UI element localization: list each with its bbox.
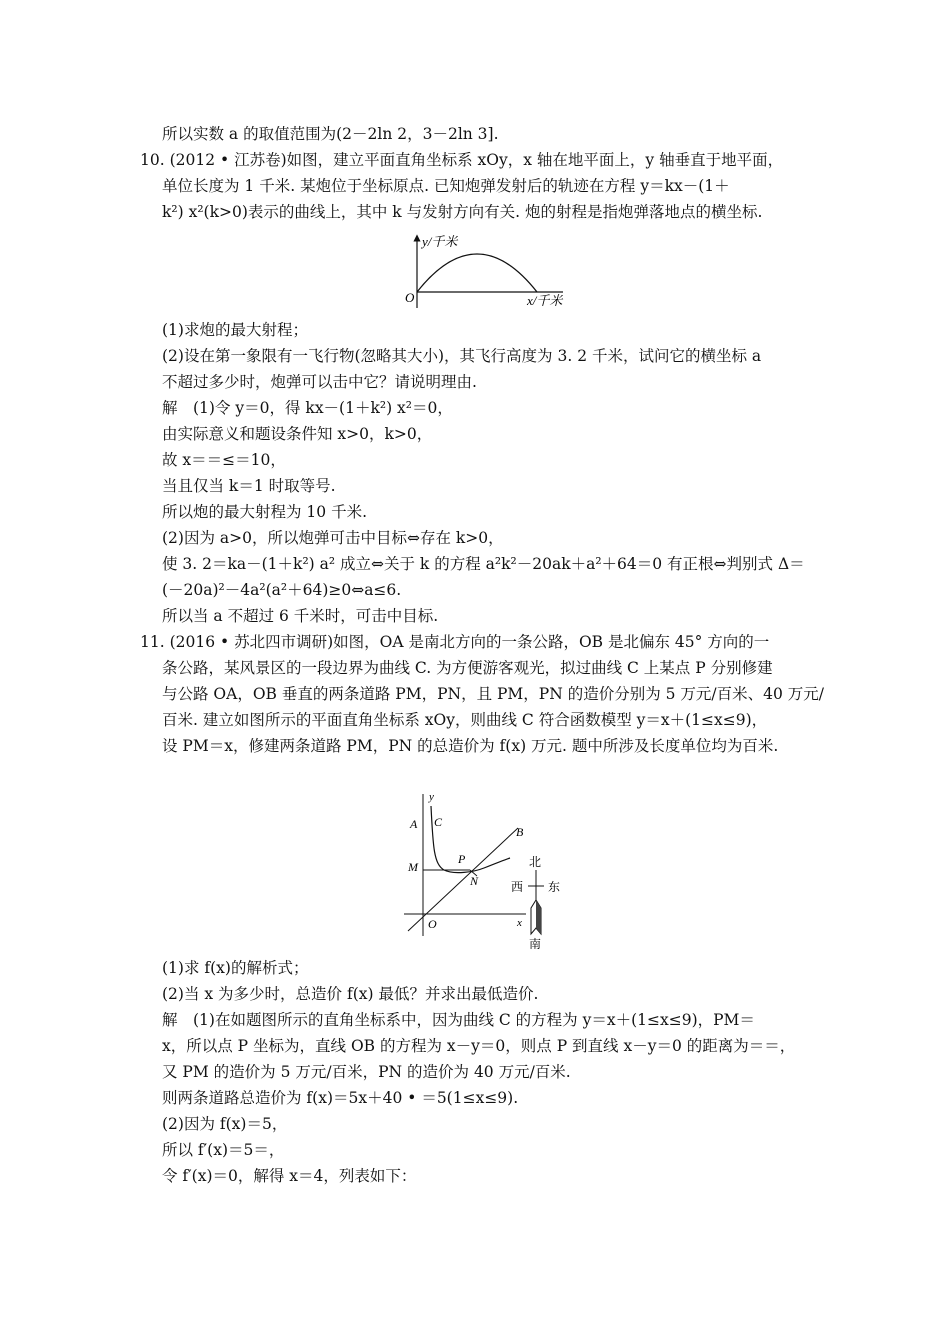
label-b: B [516, 825, 524, 839]
text-line: 解 (1)令 y＝0，得 kx－(1＋k²) x²＝0， [162, 399, 453, 417]
text-line: (1)求 f(x)的解析式； [162, 959, 309, 977]
curve-c [431, 806, 510, 873]
text-line: 所以实数 a 的取值范围为(2－2ln 2，3－2ln 3]. [162, 125, 499, 143]
text-line: (－20a)²－4a²(a²＋64)≥0⇔a≤6. [162, 581, 402, 599]
label-a: A [410, 817, 418, 831]
compass-south: 南 [529, 937, 542, 950]
road-ob [408, 828, 518, 931]
label-c: C [434, 815, 443, 829]
x-axis-label: x/千米 [527, 293, 563, 308]
text-line: 设 PM＝x，修建两条道路 PM，PN 的总造价为 f(x) 万元. 题中所涉及长度单位均为百米. [162, 737, 779, 755]
text-line: 故 x＝＝≤＝10， [162, 451, 286, 469]
text-line: 单位长度为 1 千米. 某炮位于坐标原点. 已知炮弹发射后的轨迹在方程 y＝kx－(1＋ [162, 177, 730, 195]
text-line: 使 3. 2＝ka－(1＋k²) a² 成立⇔关于 k 的方程 a²k²－20ak＋a²＋64＝0 有正根⇔判别式 Δ＝ [162, 555, 805, 573]
compass-north: 北 [529, 855, 542, 869]
label-y: y [429, 791, 434, 803]
text-line: 不超过多少时，炮弹可以击中它？请说明理由. [162, 373, 477, 391]
y-axis-label: y/千米 [422, 234, 458, 249]
text-line: (1)求炮的最大射程； [162, 321, 308, 339]
text-line: k²) x²(k>0)表示的曲线上，其中 k 与发射方向有关. 炮的射程是指炮弹落地点的横坐标. [162, 203, 763, 221]
trajectory-figure [395, 232, 575, 312]
label-m: M [408, 860, 418, 874]
text-line: 与公路 OA，OB 垂直的两条道路 PM，PN，且 PM，PN 的造价分别为 5 万元/百米、40 万元/ [162, 685, 825, 703]
label-o: O [428, 917, 437, 931]
text-line: 当且仅当 k＝1 时取等号. [162, 477, 336, 495]
text-line: (2)当 x 为多少时，总造价 f(x) 最低？并求出最低造价. [162, 985, 539, 1003]
origin-label: O [405, 290, 415, 305]
compass-east: 东 [548, 880, 561, 894]
text-line: 由实际意义和题设条件知 x>0，k>0， [162, 425, 433, 443]
text-line: 所以当 a 不超过 6 千米时，可击中目标. [162, 607, 439, 625]
text-line: (2)设在第一象限有一飞行物(忽略其大小)，其飞行高度为 3. 2 千米，试问它的横坐标 a [162, 347, 762, 365]
label-n: N [470, 874, 479, 888]
text-line: 所以炮的最大射程为 10 千米. [162, 503, 368, 521]
text-line: (2)因为 a>0，所以炮弹可击中目标⇔存在 k>0， [162, 529, 504, 547]
text-line: 又 PM 的造价为 5 万元/百米，PN 的造价为 40 万元/百米. [162, 1063, 571, 1081]
trajectory-curve [417, 254, 537, 292]
text-line: x，所以点 P 坐标为，直线 OB 的方程为 x－y＝0，则点 P 到直线 x－y＝0 的距离为＝＝， [162, 1037, 796, 1055]
text-line: (2)因为 f(x)＝5， [162, 1115, 288, 1133]
label-x: x [517, 917, 522, 929]
text-line: 解 (1)在如题图所示的直角坐标系中，因为曲线 C 的方程为 y＝x＋(1≤x≤9)，PM＝ [162, 1011, 755, 1029]
problem-10-heading: 10. (2012 • 江苏卷)如图，建立平面直角坐标系 xOy，x 轴在地平面上，y 轴垂直于地平面， [140, 151, 784, 169]
problem-11-heading: 11. (2016 • 苏北四市调研)如图，OA 是南北方向的一条公路，OB 是北偏东 45° 方向的一 [140, 633, 770, 651]
text-line: 令 f′(x)＝0，解得 x＝4，列表如下： [162, 1167, 417, 1185]
compass-figure [508, 850, 564, 950]
compass-west: 西 [511, 880, 524, 894]
text-line: 条公路，某风景区的一段边界为曲线 C. 为方便游客观光，拟过曲线 C 上某点 P 分别修建 [162, 659, 773, 677]
text-line: 百米. 建立如图所示的平面直角坐标系 xOy，则曲线 C 符合函数模型 y＝x＋(1≤x≤9)， [162, 711, 768, 729]
text-line: 所以 f′(x)＝5＝， [162, 1141, 285, 1159]
text-line: 则两条道路总造价为 f(x)＝5x＋40 • ＝5(1≤x≤9). [162, 1089, 519, 1107]
label-p: P [458, 852, 466, 866]
